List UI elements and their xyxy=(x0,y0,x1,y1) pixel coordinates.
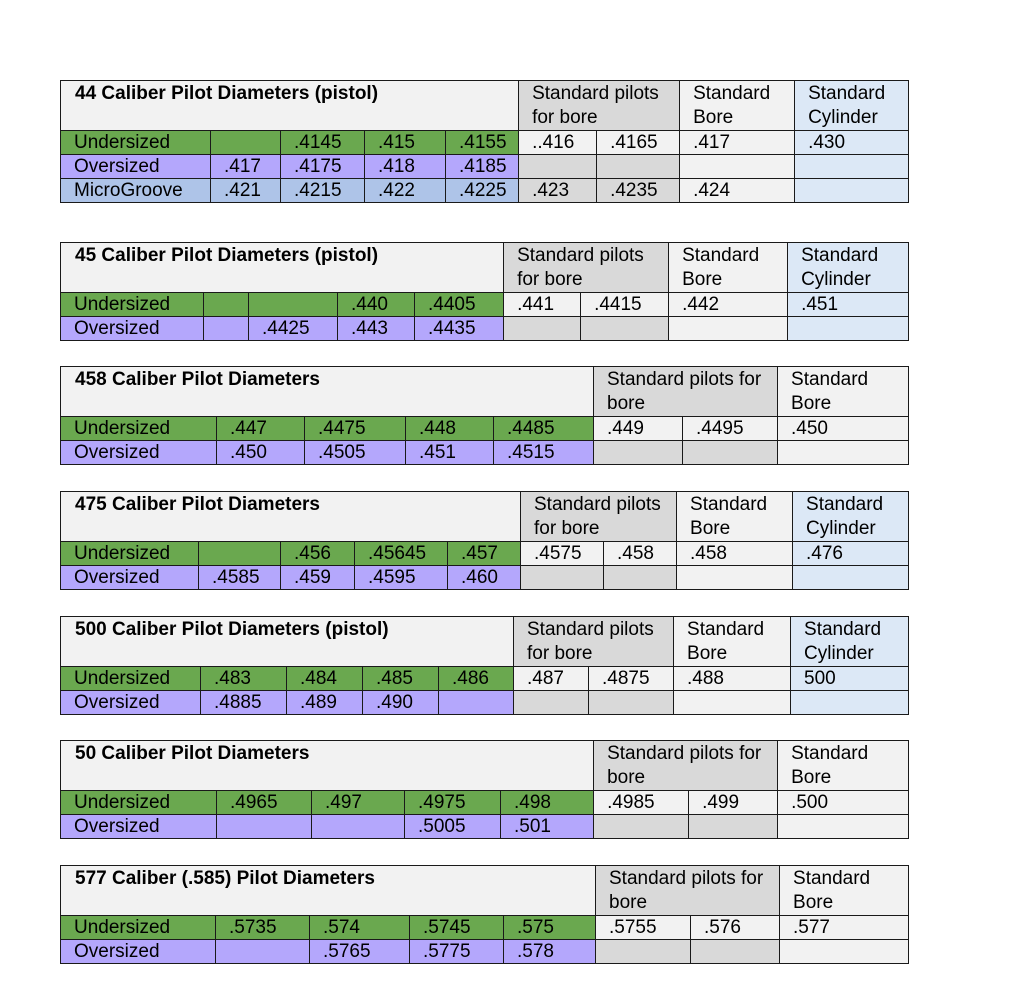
table-cell xyxy=(217,815,312,839)
table-cell: .4405 xyxy=(415,293,504,317)
header-standard-pilots: Standard pilots for bore xyxy=(519,81,680,131)
table-row xyxy=(61,155,909,179)
table-cell: .4515 xyxy=(494,441,594,465)
row-label-oversized: Oversized xyxy=(61,317,204,341)
table-cell: .4475 xyxy=(305,417,406,441)
table-title: 44 Caliber Pilot Diameters (pistol) xyxy=(61,81,519,131)
table-cell xyxy=(581,317,669,341)
table-cell: .448 xyxy=(406,417,494,441)
table-cell: .578 xyxy=(504,940,596,964)
table-cell: .4215 xyxy=(281,179,365,203)
table-cell: .500 xyxy=(778,791,909,815)
table-cell: .476 xyxy=(793,542,909,566)
header-standard-bore: Standard Bore xyxy=(674,617,791,667)
header-standard-pilots: Standard pilots for bore xyxy=(504,243,669,293)
row-label-oversized: Oversized xyxy=(61,566,199,590)
header-standard-bore: Standard Bore xyxy=(677,492,793,542)
row-label-undersized: Undersized xyxy=(61,916,216,940)
table-cell xyxy=(514,691,589,715)
table-row xyxy=(61,940,909,964)
table-cell: .443 xyxy=(338,317,415,341)
table-cell xyxy=(788,317,909,341)
table-cell xyxy=(674,691,791,715)
row-label-oversized: Oversized xyxy=(61,155,211,179)
table-cell xyxy=(211,131,281,155)
header-standard-bore: Standard Bore xyxy=(669,243,788,293)
header-standard-pilots: Standard pilots for bore xyxy=(514,617,674,667)
table-cell: .4975 xyxy=(405,791,501,815)
table-cell: .490 xyxy=(363,691,439,715)
table-45-caliber xyxy=(60,242,909,341)
row-label-oversized: Oversized xyxy=(61,815,217,839)
table-cell: .4495 xyxy=(683,417,778,441)
table-cell: .4185 xyxy=(446,155,519,179)
table-row xyxy=(61,179,909,203)
table-cell xyxy=(439,691,514,715)
table-title: 45 Caliber Pilot Diameters (pistol) xyxy=(61,243,504,293)
row-label-oversized: Oversized xyxy=(61,940,216,964)
table-cell: .417 xyxy=(211,155,281,179)
table-cell: .575 xyxy=(504,916,596,940)
table-cell: .5765 xyxy=(310,940,410,964)
table-cell: .459 xyxy=(281,566,355,590)
table-cell xyxy=(793,566,909,590)
table-cell: .450 xyxy=(778,417,909,441)
table-cell: .451 xyxy=(788,293,909,317)
table-cell xyxy=(594,815,689,839)
header-standard-pilots: Standard pilots for bore xyxy=(594,741,778,791)
header-standard-bore: Standard Bore xyxy=(778,367,909,417)
table-cell: .4145 xyxy=(281,131,365,155)
table-50-caliber xyxy=(60,740,909,839)
table-cell: .488 xyxy=(674,667,791,691)
table-cell xyxy=(216,940,310,964)
table-cell: .458 xyxy=(677,542,793,566)
table-cell xyxy=(677,566,793,590)
table-cell: .498 xyxy=(501,791,594,815)
table-cell: .4415 xyxy=(581,293,669,317)
table-row xyxy=(61,542,909,566)
table-cell: .497 xyxy=(312,791,405,815)
table-title: 577 Caliber (.585) Pilot Diameters xyxy=(61,866,596,916)
table-row xyxy=(61,791,909,815)
table-row xyxy=(61,441,909,465)
table-cell: .4485 xyxy=(494,417,594,441)
table-cell: .487 xyxy=(514,667,589,691)
table-cell: .460 xyxy=(448,566,521,590)
row-label-undersized: Undersized xyxy=(61,791,217,815)
table-cell: .415 xyxy=(365,131,446,155)
table-cell: .4425 xyxy=(249,317,338,341)
table-cell: .4225 xyxy=(446,179,519,203)
header-standard-cylinder: Standard Cylinder xyxy=(793,492,909,542)
header-standard-bore: Standard Bore xyxy=(778,741,909,791)
table-row xyxy=(61,317,909,341)
table-475-caliber xyxy=(60,491,909,590)
table-row xyxy=(61,566,909,590)
table-cell xyxy=(204,317,249,341)
table-cell xyxy=(683,441,778,465)
table-row xyxy=(61,815,909,839)
table-cell xyxy=(795,155,909,179)
table-cell: ..416 xyxy=(519,131,597,155)
table-cell xyxy=(312,815,405,839)
table-row xyxy=(61,417,909,441)
table-cell: .4875 xyxy=(589,667,674,691)
table-cell: .5005 xyxy=(405,815,501,839)
table-cell: .4235 xyxy=(597,179,680,203)
table-cell: .417 xyxy=(680,131,795,155)
table-title: 500 Caliber Pilot Diameters (pistol) xyxy=(61,617,514,667)
table-cell: .489 xyxy=(287,691,363,715)
table-cell xyxy=(597,155,680,179)
table-cell: .5745 xyxy=(410,916,504,940)
row-label-oversized: Oversized xyxy=(61,441,217,465)
header-standard-cylinder: Standard Cylinder xyxy=(791,617,909,667)
table-cell: .574 xyxy=(310,916,410,940)
table-cell: .447 xyxy=(217,417,305,441)
table-cell: .4585 xyxy=(199,566,281,590)
table-cell: .449 xyxy=(594,417,683,441)
table-cell: .4595 xyxy=(355,566,448,590)
table-cell: .451 xyxy=(406,441,494,465)
table-cell xyxy=(778,815,909,839)
table-title: 458 Caliber Pilot Diameters xyxy=(61,367,594,417)
table-cell: .4505 xyxy=(305,441,406,465)
table-cell xyxy=(689,815,778,839)
table-title: 50 Caliber Pilot Diameters xyxy=(61,741,594,791)
table-cell: .458 xyxy=(604,542,677,566)
table-cell: .4165 xyxy=(597,131,680,155)
table-cell xyxy=(791,691,909,715)
table-cell xyxy=(589,691,674,715)
table-cell: .4155 xyxy=(446,131,519,155)
table-500-caliber xyxy=(60,616,909,715)
table-cell xyxy=(249,293,338,317)
table-cell xyxy=(204,293,249,317)
table-cell xyxy=(680,155,795,179)
header-standard-bore: Standard Bore xyxy=(680,81,795,131)
table-row xyxy=(61,916,909,940)
table-row xyxy=(61,293,909,317)
header-standard-cylinder: Standard Cylinder xyxy=(795,81,909,131)
table-cell: .5735 xyxy=(216,916,310,940)
table-cell xyxy=(780,940,909,964)
table-cell: .501 xyxy=(501,815,594,839)
table-cell: .4985 xyxy=(594,791,689,815)
table-cell: .486 xyxy=(439,667,514,691)
table-cell: .450 xyxy=(217,441,305,465)
table-row xyxy=(61,131,909,155)
header-standard-pilots: Standard pilots for bore xyxy=(596,866,780,916)
table-cell: .4575 xyxy=(521,542,604,566)
row-label-undersized: Undersized xyxy=(61,293,204,317)
table-cell: .457 xyxy=(448,542,521,566)
table-458-caliber xyxy=(60,366,909,465)
table-cell xyxy=(596,940,691,964)
header-standard-pilots: Standard pilots for bore xyxy=(594,367,778,417)
table-cell: .441 xyxy=(504,293,581,317)
table-cell: .4885 xyxy=(201,691,287,715)
row-label-undersized: Undersized xyxy=(61,542,199,566)
table-cell: .45645 xyxy=(355,542,448,566)
row-label-undersized: Undersized xyxy=(61,417,217,441)
table-cell: .423 xyxy=(519,179,597,203)
table-cell: .422 xyxy=(365,179,446,203)
table-cell xyxy=(504,317,581,341)
table-cell: 500 xyxy=(791,667,909,691)
table-cell: .5755 xyxy=(596,916,691,940)
table-cell: .440 xyxy=(338,293,415,317)
table-cell: .483 xyxy=(201,667,287,691)
header-standard-pilots: Standard pilots for bore xyxy=(521,492,677,542)
table-cell: .577 xyxy=(780,916,909,940)
table-cell xyxy=(199,542,281,566)
table-cell: .4175 xyxy=(281,155,365,179)
table-cell xyxy=(778,441,909,465)
table-cell: .4435 xyxy=(415,317,504,341)
row-label-undersized: Undersized xyxy=(61,667,201,691)
table-cell xyxy=(795,179,909,203)
table-cell: .499 xyxy=(689,791,778,815)
table-cell: .484 xyxy=(287,667,363,691)
table-row xyxy=(61,691,909,715)
table-title: 475 Caliber Pilot Diameters xyxy=(61,492,521,542)
row-label-microgroove: MicroGroove xyxy=(61,179,211,203)
table-cell xyxy=(519,155,597,179)
table-row xyxy=(61,667,909,691)
table-cell xyxy=(521,566,604,590)
table-cell: .421 xyxy=(211,179,281,203)
table-cell: .430 xyxy=(795,131,909,155)
table-cell xyxy=(594,441,683,465)
header-standard-cylinder: Standard Cylinder xyxy=(788,243,909,293)
table-cell xyxy=(691,940,780,964)
table-cell xyxy=(669,317,788,341)
row-label-undersized: Undersized xyxy=(61,131,211,155)
row-label-oversized: Oversized xyxy=(61,691,201,715)
table-cell: .576 xyxy=(691,916,780,940)
table-cell: .5775 xyxy=(410,940,504,964)
table-cell: .485 xyxy=(363,667,439,691)
table-44-caliber xyxy=(60,80,909,203)
table-cell: .442 xyxy=(669,293,788,317)
table-cell: .4965 xyxy=(217,791,312,815)
header-standard-bore: Standard Bore xyxy=(780,866,909,916)
table-cell xyxy=(604,566,677,590)
table-cell: .456 xyxy=(281,542,355,566)
table-cell: .418 xyxy=(365,155,446,179)
table-cell: .424 xyxy=(680,179,795,203)
table-577-caliber xyxy=(60,865,909,964)
